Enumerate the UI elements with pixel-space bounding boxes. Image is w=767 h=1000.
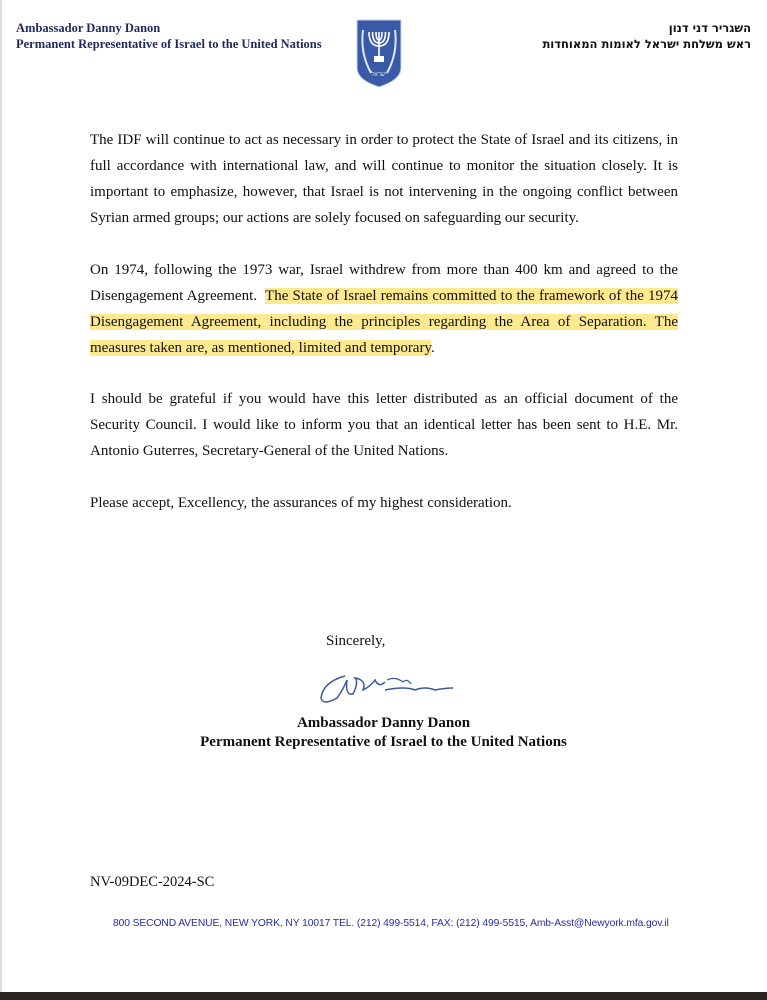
signature-icon: [315, 668, 460, 710]
sender-name-hebrew: השגריר דני דנון: [668, 21, 751, 35]
paragraph-3: I should be grateful if you would have this letter distributed as an official document of the Security Council. I would like to inform you that an identical letter has been sent to H.E. Mr. Antonio Guterres, Secretary-General of the United Nations.: [90, 391, 678, 459]
israel-emblem-icon: [355, 18, 403, 88]
sender-title-hebrew: ראש משלחת ישראל לאומות המאוחדות: [542, 37, 751, 51]
page-edge: [0, 0, 2, 992]
footer-address: 800 SECOND AVENUE, NEW YORK, NY 10017 TEL. (212) 499-5514, FAX: (212) 499-5515, Amb-Asst@Newyork.mfa.gov.il: [113, 918, 669, 929]
paragraph-2-text: On 1974, following the 1973 war, Israel withdrew from more than 400 km and agreed to the Disengagement Agreement.: [90, 262, 678, 304]
highlighted-text: The State of Israel remains committed to the framework of the 1974 Disengagement Agreement, including the principles regarding the Area of Separation. The measures taken are, as mentioned, limited and temporary: [90, 288, 678, 356]
closing-salutation: Sincerely,: [326, 633, 386, 649]
sender-title: Permanent Representative of Israel to the United Nations: [16, 37, 322, 51]
signatory: [0, 714, 767, 752]
reference-number: NV-09DEC-2024-SC: [90, 874, 215, 890]
letterhead-left: [16, 20, 322, 52]
signatory-name: Ambassador Danny Danon: [296, 715, 471, 731]
paragraph-2-end: .: [431, 340, 435, 356]
paragraph-4: Please accept, Excellency, the assurances of my highest consideration.: [90, 495, 512, 511]
signatory-title: Permanent Representative of Israel to the United Nations: [200, 734, 567, 750]
emblem-text: ישראל: [371, 72, 387, 78]
paragraph-1: The IDF will continue to act as necessary in order to protect the State of Israel and its citizens, in full accordance with international law, and will continue to monitor the situation closely. It is important to emphasize, however, that Israel is not intervening in the ongoing conflict between Syrian armed groups; our actions are solely focused on safeguarding our security.: [90, 132, 678, 226]
bottom-bar: [0, 992, 767, 1000]
sender-name: Ambassador Danny Danon: [16, 21, 161, 35]
letterhead-right: [542, 20, 751, 52]
paragraph-2: [90, 257, 678, 361]
